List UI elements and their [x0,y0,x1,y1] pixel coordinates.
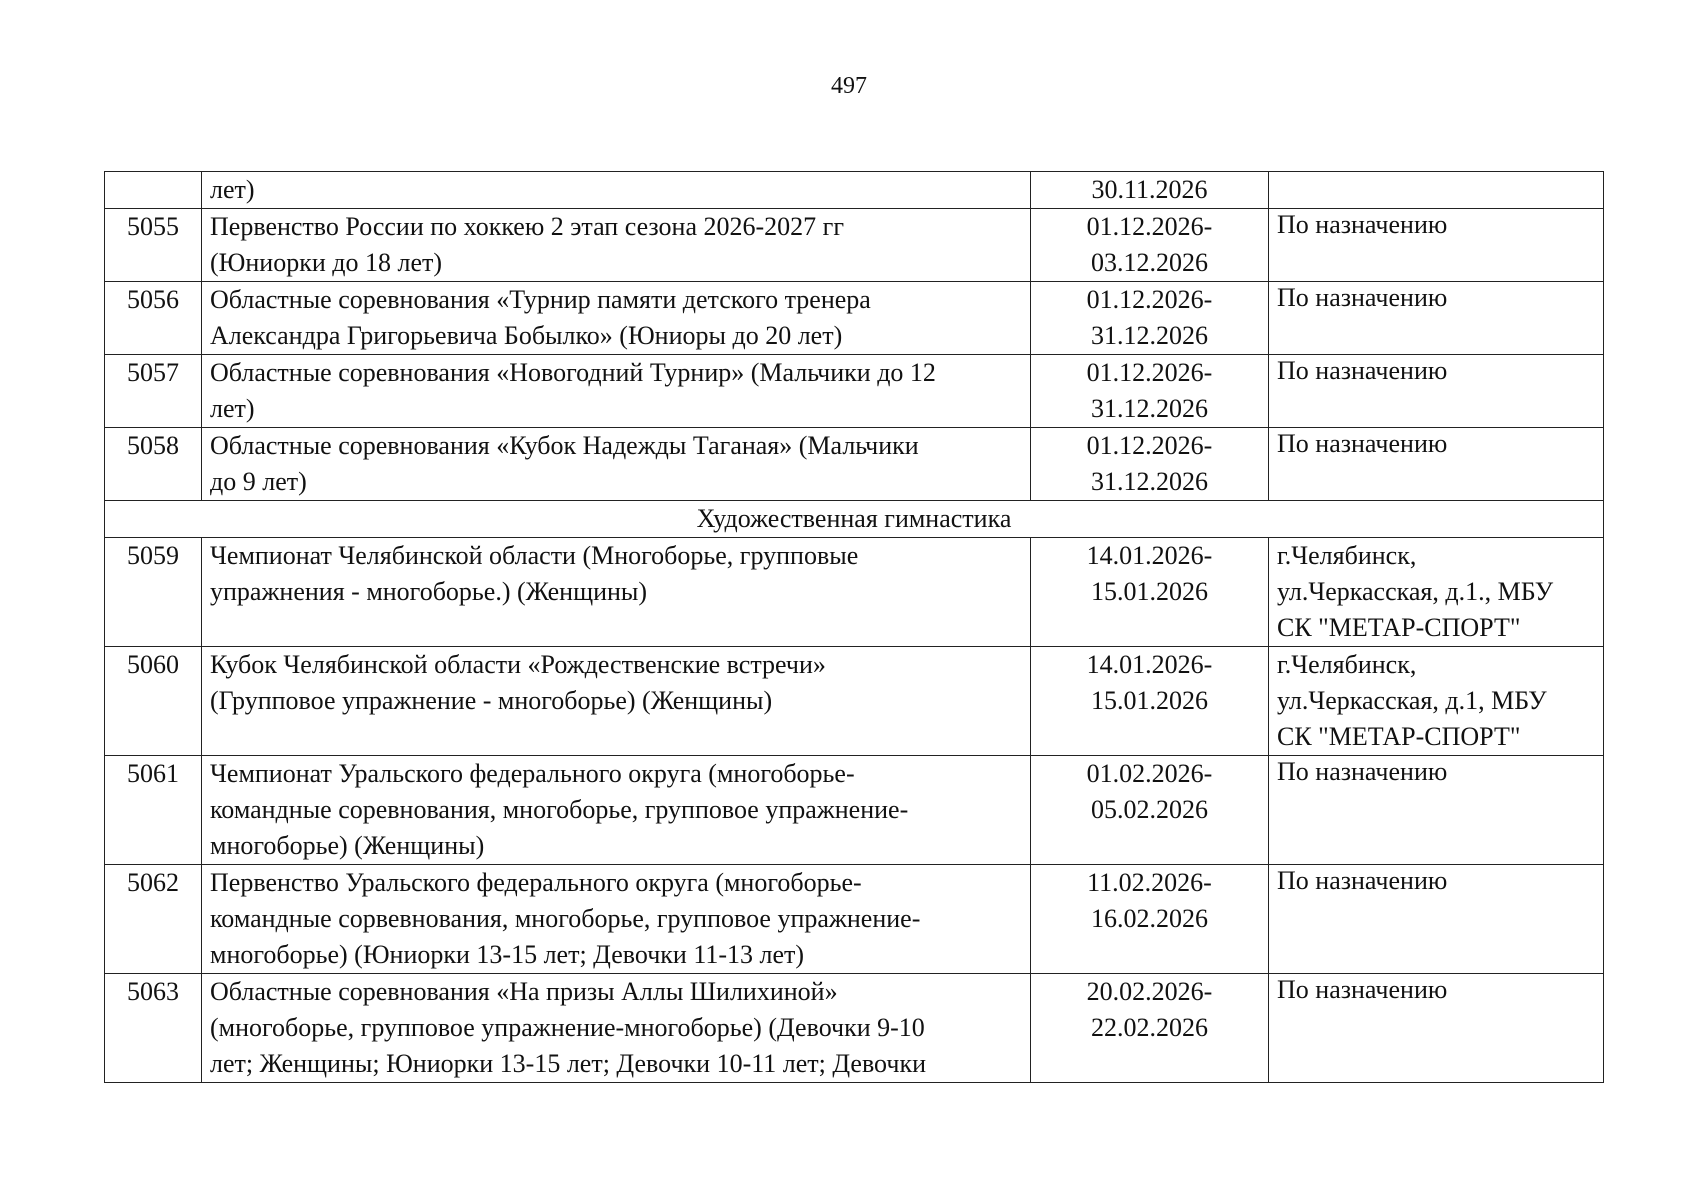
page-number: 497 [831,73,867,99]
table-row [105,756,1604,865]
event-number: 5062 [105,865,202,974]
event-place-line: г.Челябинск, [1277,541,1417,570]
event-name-line: многоборье) (Юниорки 13-15 лет; Девочки 11-13 лет) [210,940,805,969]
event-dates [1031,428,1269,501]
event-name-line: лет) [210,175,255,204]
event-dates-line: 22.02.2026 [1091,1013,1208,1042]
table-row [105,538,1604,647]
event-dates [1031,355,1269,428]
event-dates-line: 31.12.2026 [1091,394,1208,423]
event-name [202,209,1031,282]
event-name-line: многоборье) (Женщины) [210,831,485,860]
event-number: 5059 [105,538,202,647]
event-name [202,647,1031,756]
event-dates [1031,209,1269,282]
event-name-line: Первенство Уральского федерального округа (многоборье- [210,868,862,897]
event-place [1269,865,1604,974]
event-place-line: По назначению [1277,356,1448,385]
event-name-line: командные соревнования, многоборье, групповое упражнение- [210,795,909,824]
event-name-line: Областные соревнования «Кубок Надежды Таганая» (Мальчики [210,431,919,460]
table-row [105,282,1604,355]
event-name [202,974,1031,1083]
table-row [105,172,1604,209]
event-dates [1031,756,1269,865]
event-name [202,865,1031,974]
event-place [1269,209,1604,282]
event-place-line: По назначению [1277,210,1448,239]
event-name-line: упражнения - многоборье.) (Женщины) [210,577,648,606]
event-name-line: Кубок Челябинской области «Рождественские встречи» [210,650,826,679]
event-dates-line: 03.12.2026 [1091,248,1208,277]
event-name [202,756,1031,865]
event-dates-line: 15.01.2026 [1091,686,1208,715]
event-dates-line: 20.02.2026- [1086,977,1213,1006]
event-name-line: (Юниорки до 18 лет) [210,248,443,277]
event-dates-line: 14.01.2026- [1086,541,1213,570]
event-place-line: По назначению [1277,975,1448,1004]
event-name-line: Областные соревнования «Турнир памяти детского тренера [210,285,871,314]
event-dates-line: 15.01.2026 [1091,577,1208,606]
event-place [1269,974,1604,1083]
event-name [202,355,1031,428]
event-name-line: лет) [210,394,255,423]
event-place [1269,282,1604,355]
event-name-line: Чемпионат Уральского федерального округа (многоборье- [210,759,855,788]
event-place-line: СК "МЕТАР-СПОРТ" [1277,722,1521,751]
event-number [105,172,202,209]
table-row [105,209,1604,282]
table-row [105,428,1604,501]
event-dates [1031,974,1269,1083]
event-name-line: лет; Женщины; Юниорки 13-15 лет; Девочки 10-11 лет; Девочки [210,1049,927,1078]
event-name [202,282,1031,355]
event-place-line: По назначению [1277,429,1448,458]
event-name-line: (многоборье, групповое упражнение-многоборье) (Девочки 9-10 [210,1013,925,1042]
event-dates-line: 30.11.2026 [1091,175,1208,204]
event-dates [1031,172,1269,209]
event-place [1269,538,1604,647]
event-name-line: Первенство России по хоккею 2 этап сезона 2026-2027 гг [210,212,844,241]
event-number: 5063 [105,974,202,1083]
event-number: 5061 [105,756,202,865]
event-dates-line: 31.12.2026 [1091,467,1208,496]
event-place-line: По назначению [1277,866,1448,895]
event-dates-line: 01.02.2026- [1086,759,1213,788]
event-number: 5060 [105,647,202,756]
event-number: 5058 [105,428,202,501]
event-place [1269,756,1604,865]
event-place-line: ул.Черкасская, д.1., МБУ [1277,577,1554,606]
event-dates-line: 01.12.2026- [1086,358,1213,387]
events-table [104,171,1604,1083]
event-place [1269,172,1604,209]
event-dates-line: 01.12.2026- [1086,212,1213,241]
event-place-line: СК "МЕТАР-СПОРТ" [1277,613,1521,642]
table-row [105,974,1604,1083]
event-name-line: Областные соревнования «На призы Аллы Шилихиной» [210,977,838,1006]
event-dates-line: 05.02.2026 [1091,795,1208,824]
event-dates-line: 11.02.2026- [1087,868,1212,897]
event-dates [1031,865,1269,974]
event-place-line: г.Челябинск, [1277,650,1417,679]
section-header-row [105,501,1604,538]
event-number: 5056 [105,282,202,355]
table-row [105,355,1604,428]
event-place [1269,428,1604,501]
event-dates-line: 31.12.2026 [1091,321,1208,350]
event-place [1269,647,1604,756]
event-dates-line: 01.12.2026- [1086,285,1213,314]
event-dates-line: 14.01.2026- [1086,650,1213,679]
event-dates [1031,282,1269,355]
section-title: Художественная гимнастика [105,501,1604,538]
event-dates-line: 16.02.2026 [1091,904,1208,933]
event-dates [1031,538,1269,647]
event-place-line: По назначению [1277,757,1448,786]
event-name [202,538,1031,647]
event-name-line: Областные соревнования «Новогодний Турнир» (Мальчики до 12 [210,358,936,387]
event-dates-line: 01.12.2026- [1086,431,1213,460]
event-name-line: Александра Григорьевича Бобылко» (Юниоры до 20 лет) [210,321,843,350]
event-number: 5057 [105,355,202,428]
event-name [202,172,1031,209]
event-dates [1031,647,1269,756]
table-row [105,865,1604,974]
event-name-line: командные сорвевнования, многоборье, групповое упражнение- [210,904,921,933]
event-number: 5055 [105,209,202,282]
event-name-line: (Групповое упражнение - многоборье) (Женщины) [210,686,773,715]
table-row [105,647,1604,756]
event-name [202,428,1031,501]
event-place-line: ул.Черкасская, д.1, МБУ [1277,686,1547,715]
event-place [1269,355,1604,428]
event-name-line: Чемпионат Челябинской области (Многоборье, групповые [210,541,859,570]
events-table-body [105,172,1604,1083]
event-place-line: По назначению [1277,283,1448,312]
event-place-line [1277,172,1595,204]
event-name-line: до 9 лет) [210,467,307,496]
